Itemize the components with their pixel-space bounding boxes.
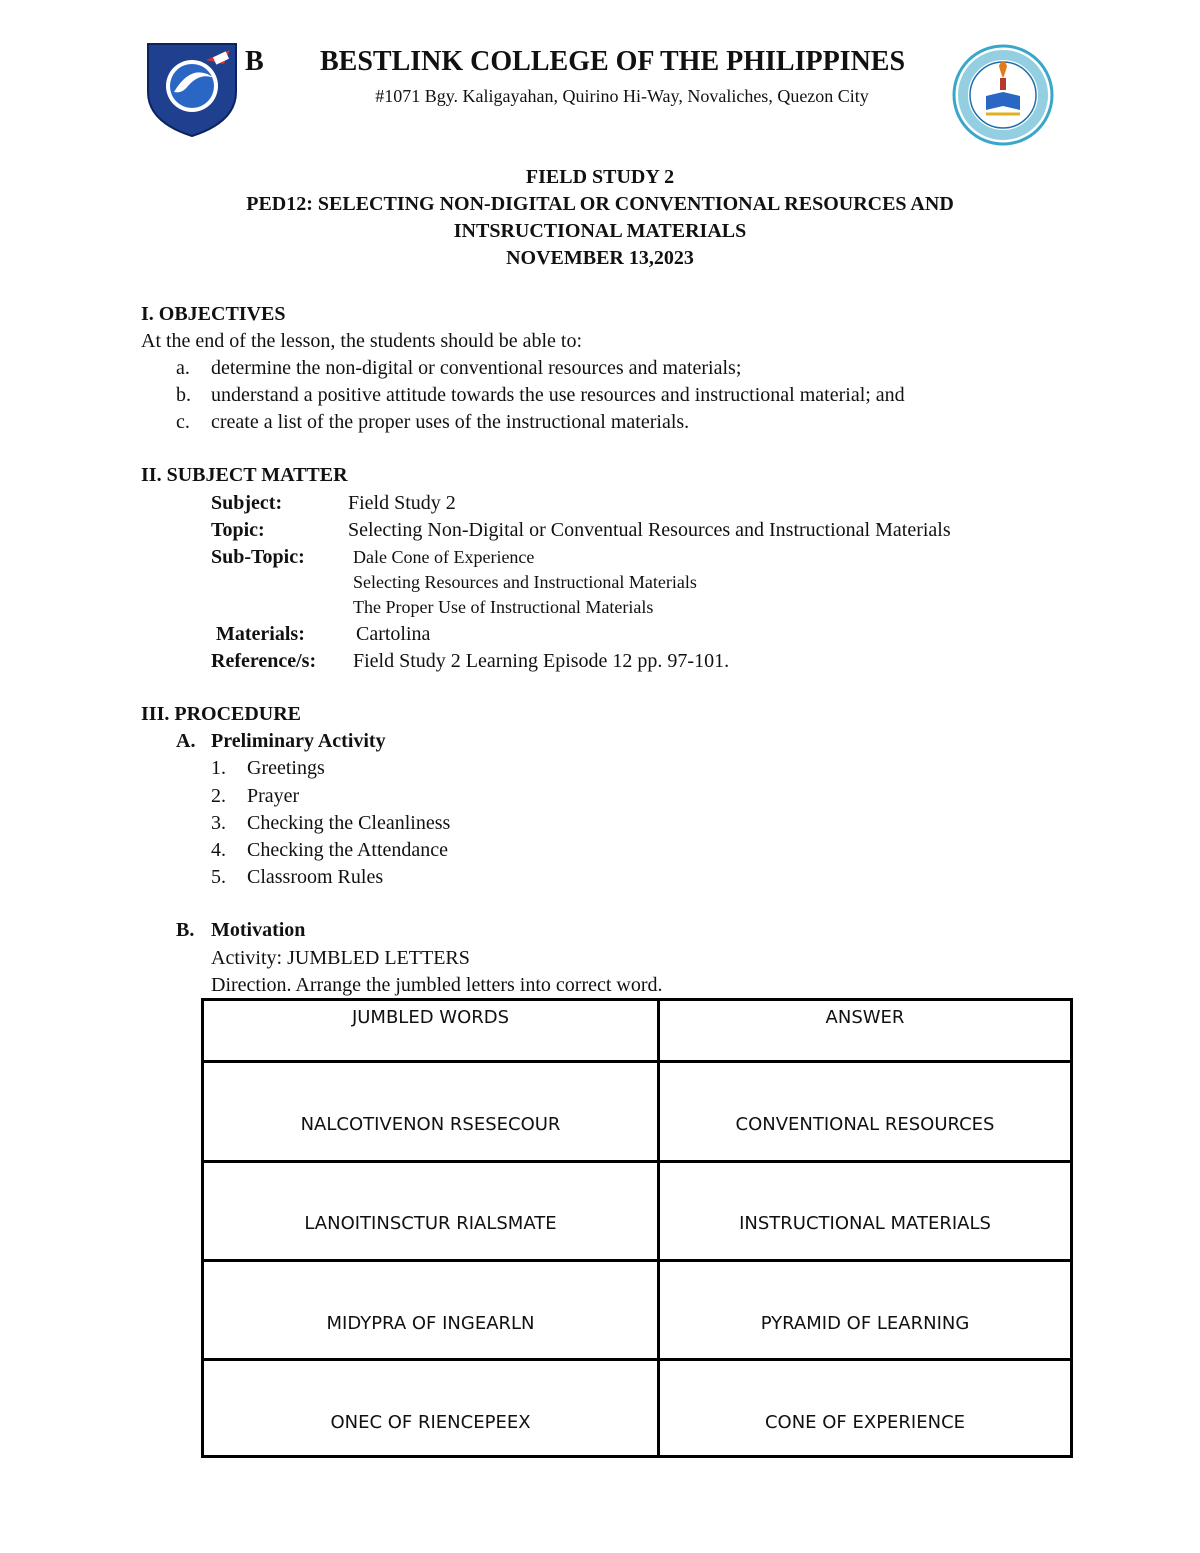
table-cell-jumbled: ONEC OF RIENCEPEEX [330,1412,531,1433]
motivation-heading: Motivation [211,919,306,941]
document-date: NOVEMBER 13,2023 [506,247,694,269]
table-cell-jumbled: NALCOTIVENON RSESECOUR [300,1114,561,1135]
list-marker: 1. [211,757,226,779]
subtopic-item: Dale Cone of Experience [353,547,535,567]
reference-label: Reference/s: [211,650,317,672]
teacher-education-seal [952,44,1054,146]
objective-item: determine the non-digital or conventional resources and materials; [211,357,742,379]
activity-label: Activity: JUMBLED LETTERS [211,947,470,969]
materials-value: Cartolina [356,623,431,645]
subtopic-item: Selecting Resources and Instructional Materials [353,572,697,592]
table-cell-jumbled: LANOITINSCTUR RIALSMATE [304,1213,557,1234]
subject-value: Field Study 2 [348,492,456,514]
college-address: #1071 Bgy. Kaligayahan, Quirino Hi-Way, Novaliches, Quezon City [375,86,869,106]
list-item: Classroom Rules [247,866,384,888]
table-cell-jumbled: MIDYPRA OF INGEARLN [326,1313,535,1334]
direction-label: Direction. Arrange the jumbled letters into correct word. [211,974,663,996]
list-item: Checking the Attendance [247,839,449,861]
table-cell-answer: INSTRUCTIONAL MATERIALS [739,1213,991,1234]
document-subtitle-line-2: INTSRUCTIONAL MATERIALS [453,220,747,242]
table-cell-answer: PYRAMID OF LEARNING [760,1313,970,1334]
section-a-marker: A. [176,730,196,752]
table-row-divider [204,1358,1070,1361]
document-title: FIELD STUDY 2 [525,166,675,188]
table-cell-answer: CONVENTIONAL RESOURCES [735,1114,995,1135]
list-item: Greetings [247,757,325,779]
objective-item: understand a positive attitude towards the use resources and instructional material; and [211,384,905,406]
table-row-divider [204,1160,1070,1163]
college-name: BESTLINK COLLEGE OF THE PHILIPPINES [320,46,906,77]
list-marker: 5. [211,866,226,888]
document-subtitle-line-1: PED12: SELECTING NON-DIGITAL OR CONVENTIONAL RESOURCES AND [246,193,954,215]
table-cell-answer: CONE OF EXPERIENCE [764,1412,966,1433]
procedure-heading: III. PROCEDURE [141,703,302,725]
jumbled-words-table [201,998,1073,1458]
table-header-jumbled: JUMBLED WORDS [351,1007,510,1028]
table-row-divider [204,1259,1070,1262]
objective-marker: b. [176,384,191,406]
objective-marker: a. [176,357,190,379]
subject-label: Subject: [211,492,283,514]
objective-item: create a list of the proper uses of the instructional materials. [211,411,690,433]
table-header-answer: ANSWER [825,1007,905,1028]
subtopic-label: Sub-Topic: [211,546,305,568]
objectives-heading: I. OBJECTIVES [141,303,286,325]
preliminary-activity-heading: Preliminary Activity [211,730,386,752]
list-marker: 4. [211,839,226,861]
header-letter: B [245,46,264,77]
topic-label: Topic: [211,519,265,541]
reference-value: Field Study 2 Learning Episode 12 pp. 97-101. [353,650,730,672]
objective-marker: c. [176,411,190,433]
materials-label: Materials: [216,623,305,645]
subject-matter-heading: II. SUBJECT MATTER [141,464,348,486]
topic-value: Selecting Non-Digital or Conventual Resources and Instructional Materials [348,519,951,541]
subtopic-item: The Proper Use of Instructional Materials [353,597,654,617]
objectives-intro: At the end of the lesson, the students should be able to: [141,330,583,352]
list-marker: 3. [211,812,226,834]
list-marker: 2. [211,785,226,807]
table-row-divider [204,1060,1070,1063]
list-item: Prayer [247,785,300,807]
section-b-marker: B. [176,919,195,941]
list-item: Checking the Cleanliness [247,812,451,834]
